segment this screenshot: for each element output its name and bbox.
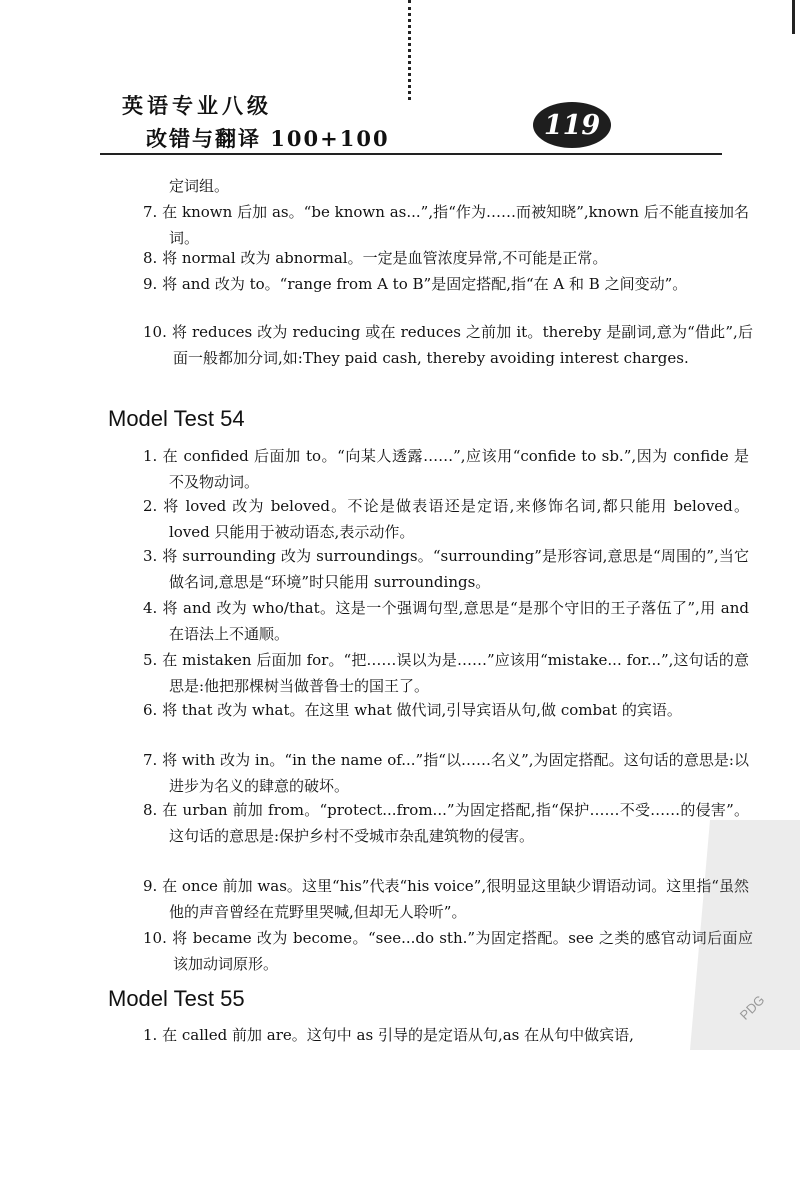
list-item: 7. 在 known 后加 as。“be known as...”,指“作为……而被知晓”,known 后不能直接加名词。 [143, 203, 749, 247]
list-item: 6. 将 that 改为 what。在这里 what 做代词,引导宾语从句,做 combat 的宾语。 [143, 701, 682, 719]
list-item: 7. 将 with 改为 in。“in the name of...”指“以……名义”,为固定搭配。这句话的意思是:以进步为名义的肆意的破坏。 [143, 751, 749, 795]
list-item: 10. 将 reduces 改为 reducing 或在 reduces 之前加 it。thereby 是副词,意为“借此”,后面一般都加分词,如:They paid cash, thereby avoiding interest charges. [143, 323, 753, 367]
list-item: 1. 在 confided 后面加 to。“向某人透露……”,应该用“confide to sb.”,因为 confide 是不及物动词。 [143, 447, 749, 491]
page-number-badge: 119 [533, 102, 611, 148]
list-item: 3. 将 surrounding 改为 surroundings。“surrounding”是形容词,意思是“周围的”,当它做名词,意思是“环境”时只能用 surroundings。 [143, 547, 749, 591]
list-item: 4. 将 and 改为 who/that。这是一个强调句型,意思是“是那个守旧的王子落伍了”,用 and 在语法上不通顺。 [143, 599, 749, 643]
list-item: 5. 在 mistaken 后面加 for。“把……误以为是……”应该用“mistake... for...”,这句话的意思是:他把那棵树当做普鲁士的国王了。 [143, 651, 749, 695]
list-item: 9. 在 once 前加 was。这里“his”代表“his voice”,很明显这里缺少谓语动词。这里指“虽然他的声音曾经在荒野里哭喊,但却无人聆听”。 [143, 877, 749, 921]
book-title-line1: 英语专业八级 [122, 93, 272, 118]
list-item: 8. 在 urban 前加 from。“protect...from...”为固定搭配,指“保护……不受……的侵害”。这句话的意思是:保护乡村不受城市杂乱建筑物的侵害。 [143, 801, 749, 845]
header-rule [100, 153, 722, 155]
list-item: 8. 将 normal 改为 abnormal。一定是血管浓度异常,不可能是正常。 [143, 249, 608, 267]
section-heading: Model Test 55 [108, 986, 245, 1011]
list-item: 9. 将 and 改为 to。“range from A to B”是固定搭配,指“在 A 和 B 之间变动”。 [143, 275, 688, 293]
list-item: 1. 在 called 前加 are。这句中 as 引导的是定语从句,as 在从句中做宾语, [143, 1026, 634, 1044]
list-item-continuation: 定词组。 [169, 177, 230, 195]
dotted-binding-line [408, 0, 411, 100]
list-item: 10. 将 became 改为 become。“see...do sth.”为固定搭配。see 之类的感官动词后面应该加动词原形。 [143, 929, 753, 973]
section-heading: Model Test 54 [108, 406, 245, 431]
list-item: 2. 将 loved 改为 beloved。不论是做表语还是定语,来修饰名词,都只能用 beloved。loved 只能用于被动语态,表示动作。 [143, 497, 749, 541]
book-title-line2: 改错与翻译 100+100 [146, 126, 390, 151]
watermark-text: PDG [736, 992, 768, 1023]
edge-mark [792, 0, 795, 34]
